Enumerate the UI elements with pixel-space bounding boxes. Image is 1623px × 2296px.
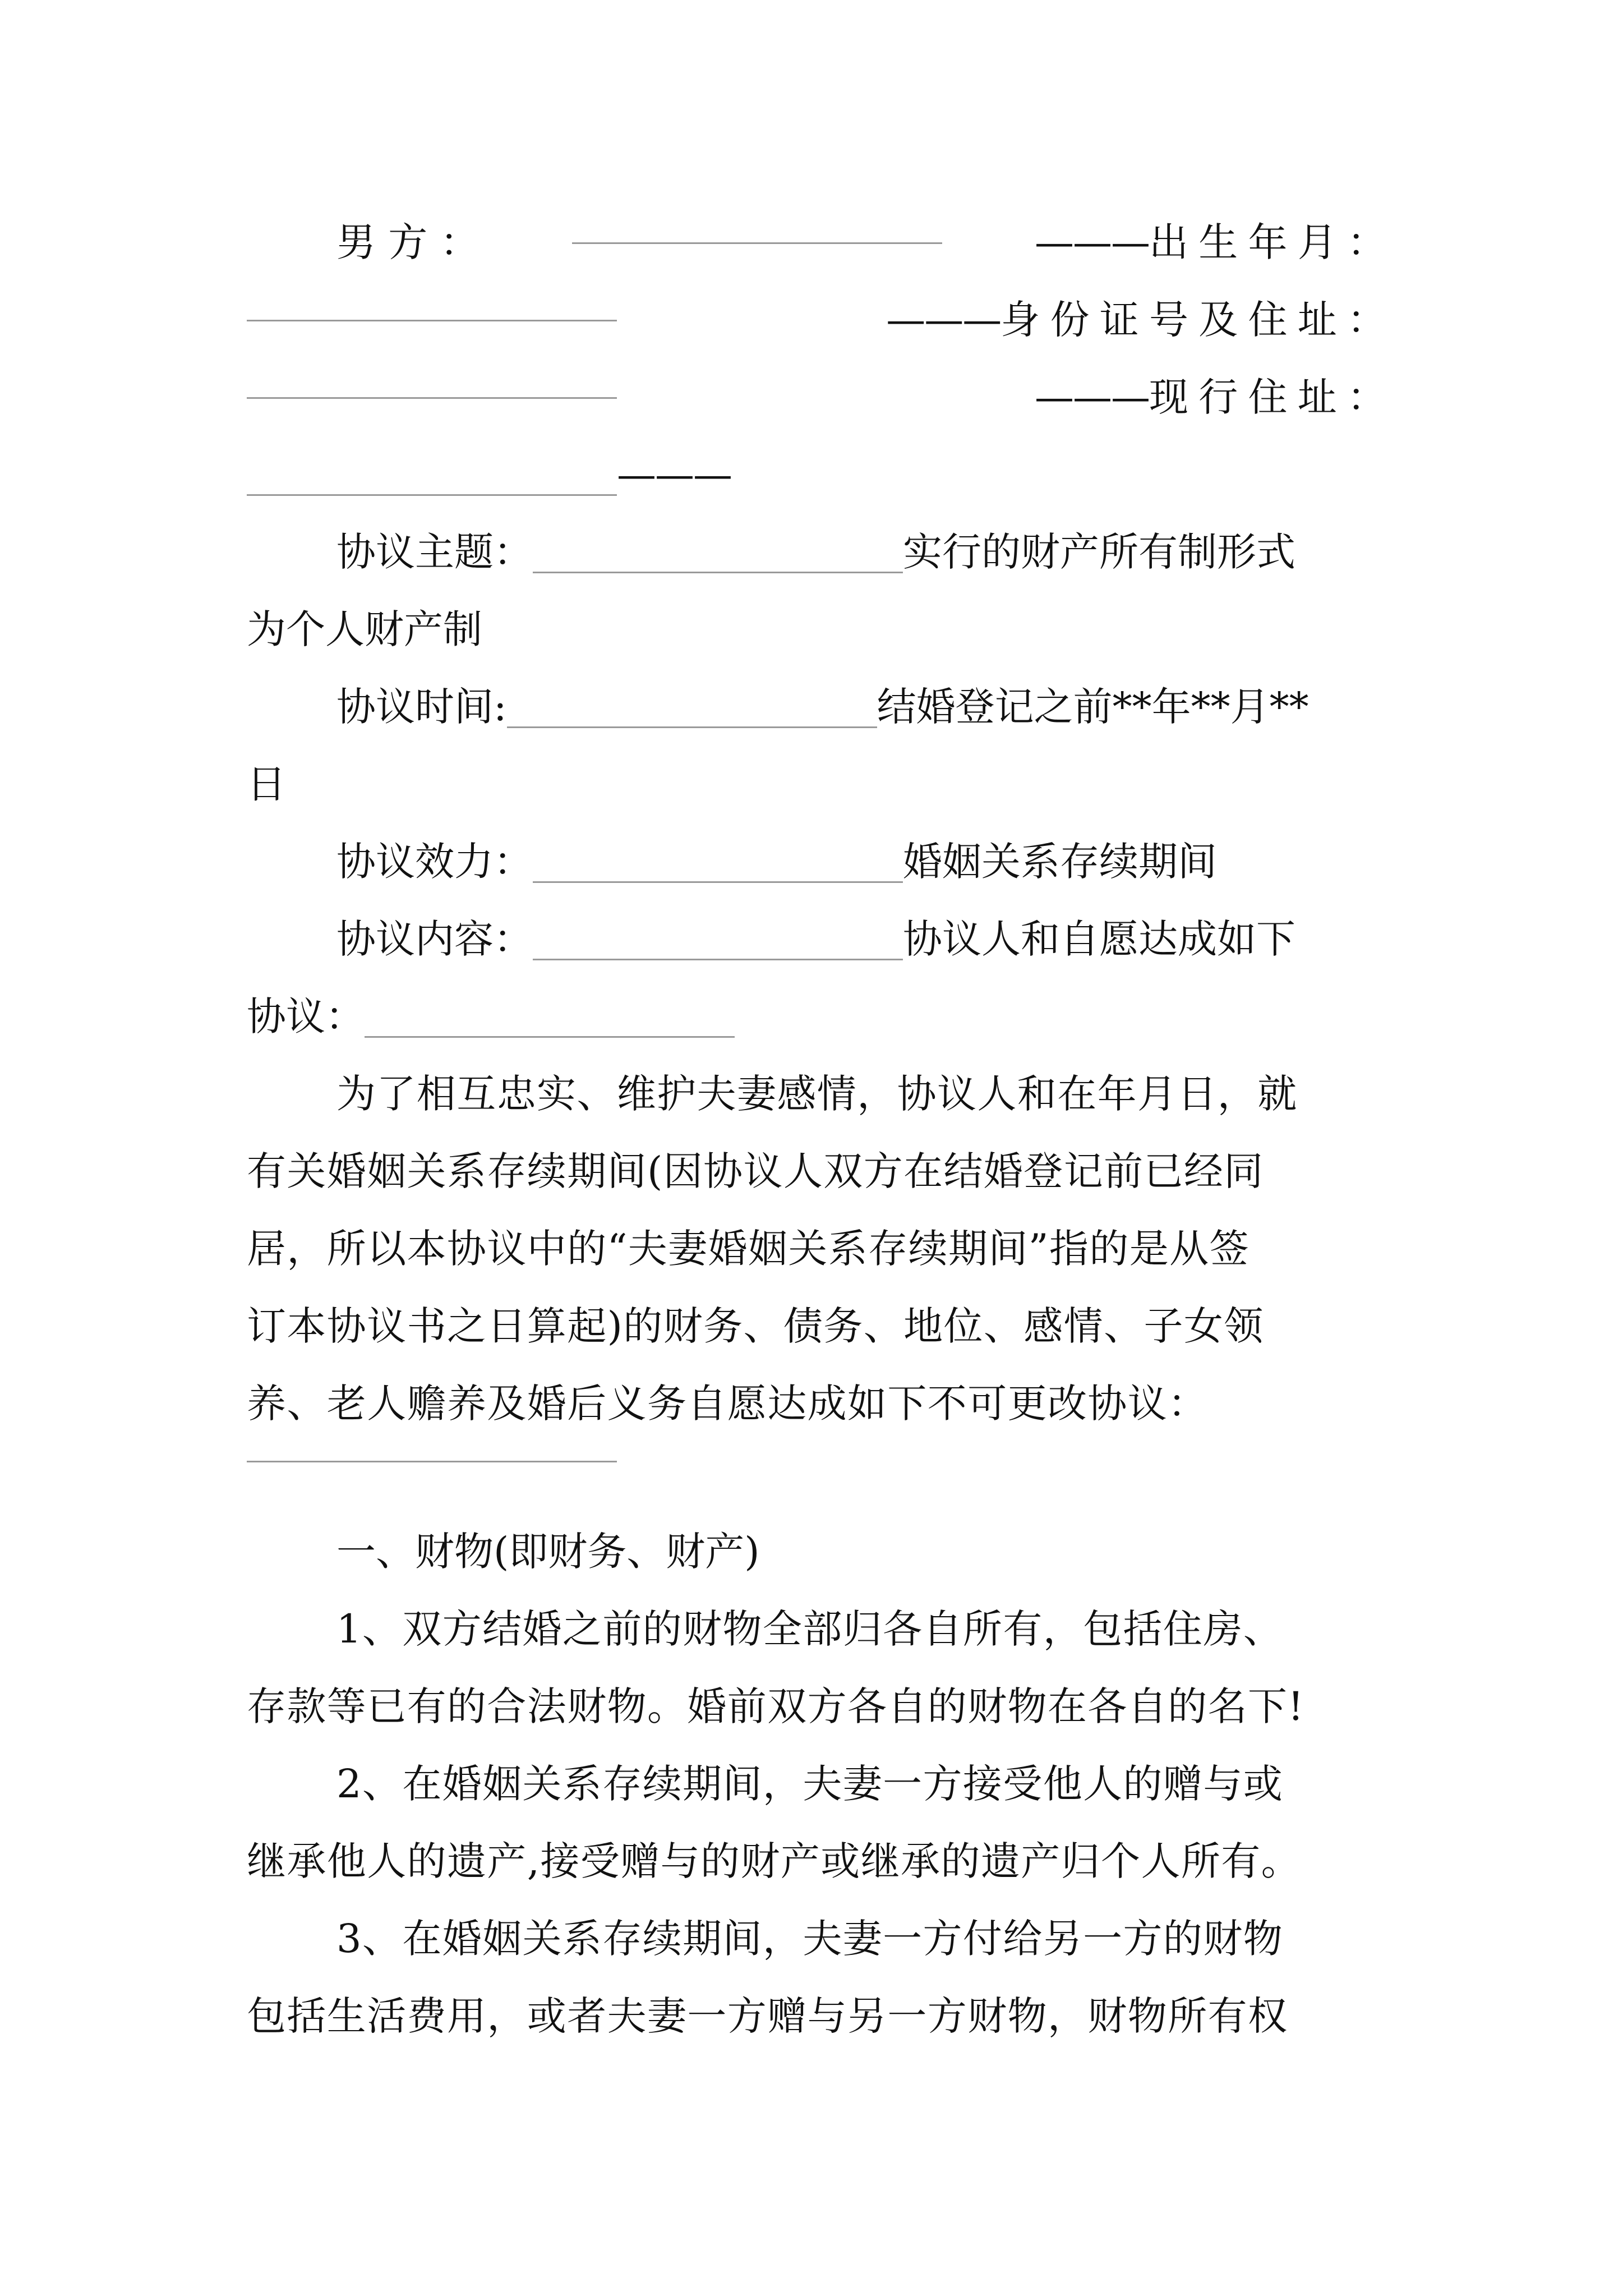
birth-blank (247, 319, 617, 321)
male-birth-line (336, 209, 1385, 276)
content-label: 协议内容： (336, 916, 533, 962)
content-cont: 协议： (247, 993, 365, 1039)
section-one-heading: 一、财物(即财务、财产) (336, 1529, 760, 1575)
effect-label: 协议效力： (336, 839, 533, 885)
content-cont-blank (365, 1035, 735, 1038)
content-value: 协议人和自愿达成如下 (903, 916, 1295, 962)
intro-line-4: 订本协议书之日算起)的财务、债务、地位、感情、子女领 (247, 1303, 1264, 1349)
item1-line-2: 存款等已有的合法财物。婚前双方各自的财物在各自的名下! (247, 1683, 1304, 1729)
subject-cont: 为个人财产制 (247, 606, 482, 652)
id-address-label: ———身 份 证 号 及 住 址 ： (886, 297, 1385, 343)
intro-signature-blank (247, 1460, 617, 1462)
male-name-blank (572, 241, 942, 244)
id-address-line (247, 286, 1385, 353)
intro-line-1: 为了相互忠实、维护夫妻感情，协议人和在年月日，就 (336, 1071, 1298, 1117)
item1-line-1: 1、双方结婚之前的财物全部归各自所有，包括住房、 (336, 1606, 1284, 1652)
subject-line (336, 518, 1385, 586)
current-address-label: ———现 行 住 址 ： (1034, 374, 1385, 420)
item3-line-1: 3、在婚姻关系存续期间，夫妻一方付给另一方的财物 (336, 1916, 1284, 1962)
time-blank (507, 725, 877, 728)
current-address-blank (247, 493, 617, 496)
trailing-line (247, 441, 1385, 508)
content-line (336, 905, 1385, 973)
subject-blank (533, 570, 903, 573)
item2-line-1: 2、在婚姻关系存续期间，夫妻一方接受他人的赠与或 (336, 1761, 1284, 1807)
time-label: 协议时间: (336, 684, 507, 730)
subject-cont-line (247, 596, 1385, 663)
content-blank (533, 958, 903, 960)
id-address-blank (247, 396, 617, 399)
trailing-dash: ——— (617, 452, 731, 498)
effect-value: 婚姻关系存续期间 (903, 839, 1217, 885)
current-address-line (247, 364, 1385, 431)
time-cont-line (247, 751, 1385, 818)
birth-label: ———出 生 年 月 ： (1034, 219, 1385, 265)
intro-line-3: 居，所以本协议中的“夫妻婚姻关系存续期间”指的是从签 (247, 1226, 1249, 1272)
subject-value: 实行的财产所有制形式 (903, 529, 1295, 575)
item2-line-2: 继承他人的遗产,接受赠与的财产或继承的遗产归个人所有。 (247, 1838, 1302, 1884)
effect-blank (533, 880, 903, 883)
time-value: 结婚登记之前**年**月** (877, 684, 1309, 730)
intro-line-2: 有关婚姻关系存续期间(因协议人双方在结婚登记前已经同 (247, 1148, 1264, 1194)
effect-line (336, 828, 1385, 895)
time-cont: 日 (247, 761, 286, 807)
intro-line-5: 养、老人赡养及婚后义务自愿达成如下不可更改协议： (247, 1381, 1208, 1427)
content-cont-line (247, 983, 1385, 1050)
time-line (336, 673, 1385, 740)
male-label: 男 方 ： (336, 219, 479, 265)
item3-line-2: 包括生活费用，或者夫妻一方赠与另一方财物，财物所有权 (247, 1993, 1288, 2039)
subject-label: 协议主题： (336, 529, 533, 575)
